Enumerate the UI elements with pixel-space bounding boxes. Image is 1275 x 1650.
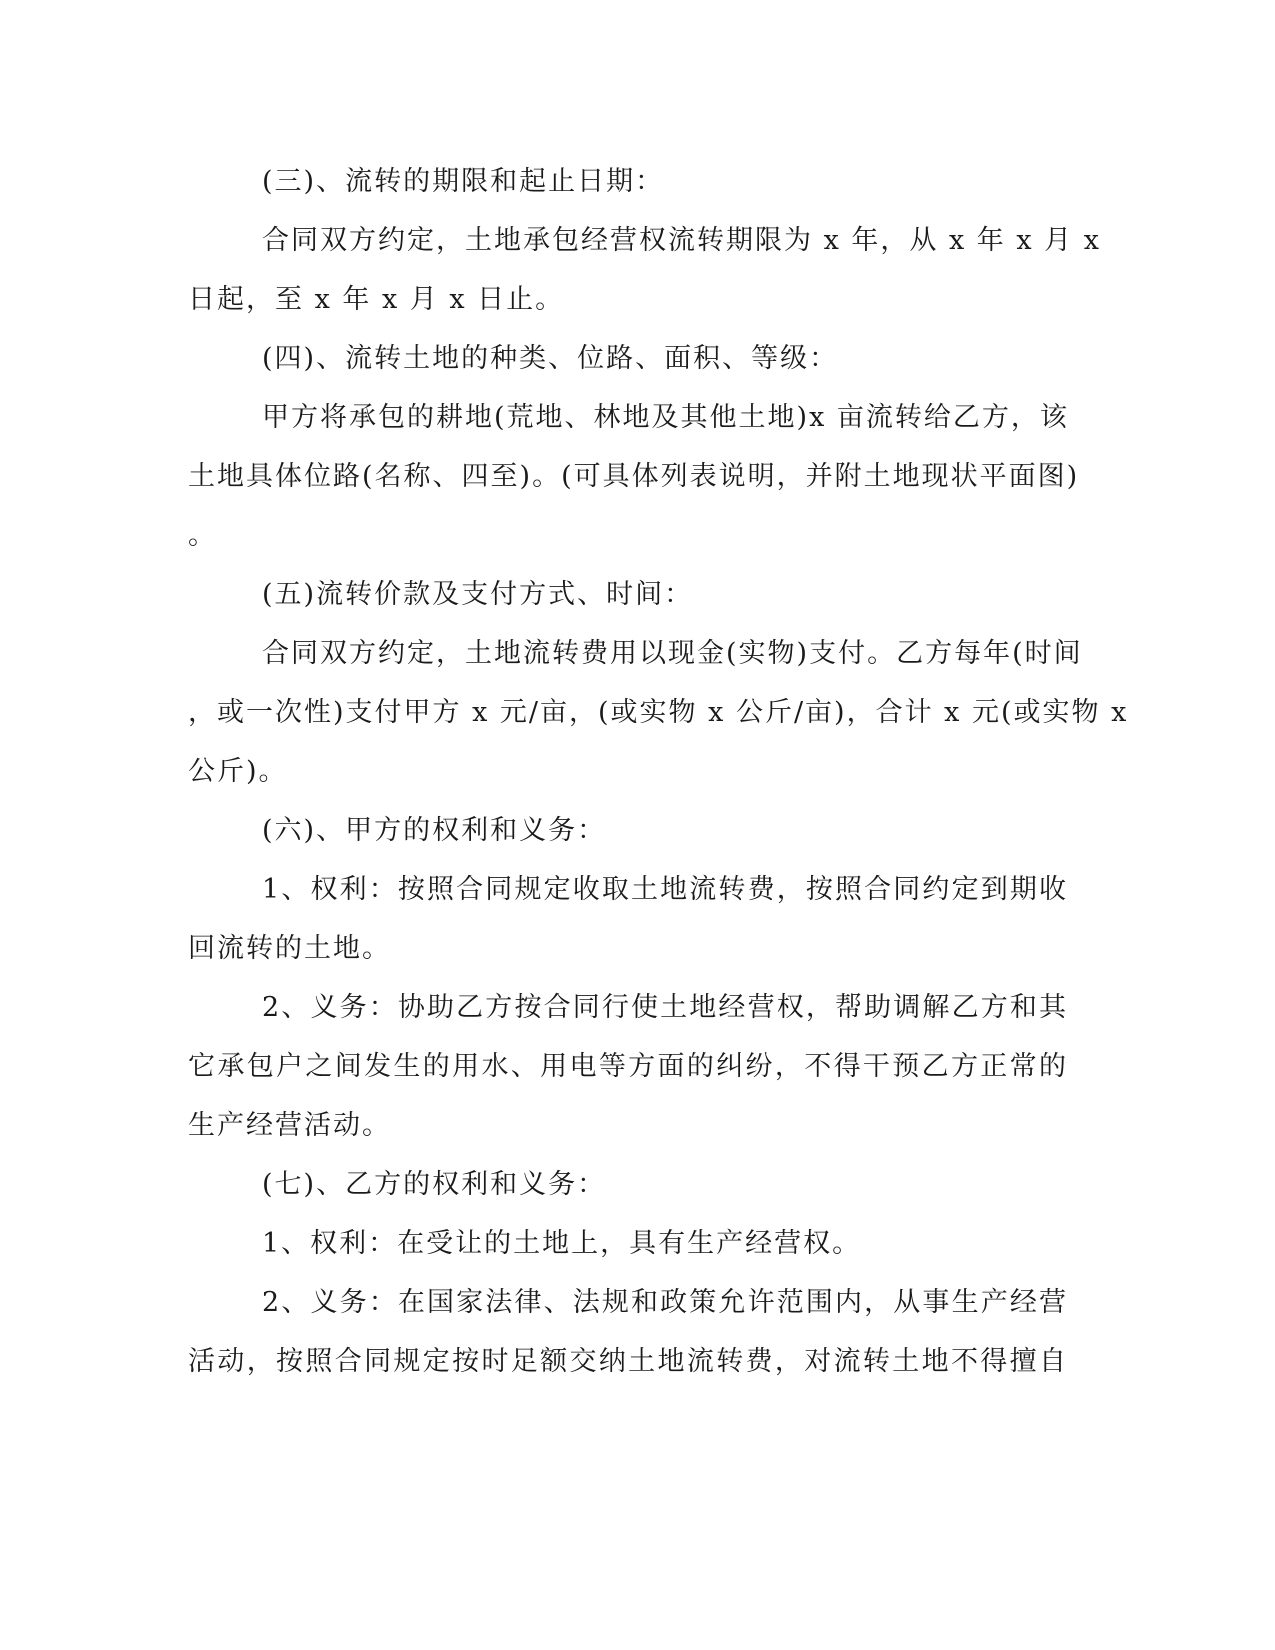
paragraph-line: 活动，按照合同规定按时足额交纳土地流转费，对流转土地不得擅自 — [188, 1346, 1068, 1377]
section-6-heading: (六)、甲方的权利和义务： — [262, 815, 607, 846]
paragraph-line: 生产经营活动。 — [188, 1110, 391, 1141]
paragraph-line: ，或一次性)支付甲方 x 元/亩，(或实物 x 公斤/亩)，合计 x 元(或实物 x — [188, 697, 1129, 728]
paragraph-line: 土地具体位路(名称、四至)。(可具体列表说明，并附土地现状平面图) — [188, 461, 1080, 492]
paragraph-line: 。 — [188, 520, 217, 551]
section-5-heading: (五)流转价款及支付方式、时间： — [262, 579, 694, 610]
paragraph-line: 回流转的土地。 — [188, 933, 391, 964]
paragraph-line: 1、权利：按照合同规定收取土地流转费，按照合同约定到期收 — [262, 874, 1068, 905]
paragraph-line: 日起，至 x 年 x 月 x 日止。 — [188, 284, 565, 315]
paragraph-line: 2、义务：协助乙方按合同行使土地经营权，帮助调解乙方和其 — [262, 992, 1068, 1023]
paragraph-line: 合同双方约定，土地流转费用以现金(实物)支付。乙方每年(时间 — [262, 638, 1083, 669]
section-3-heading: (三)、流转的期限和起止日期： — [262, 166, 665, 197]
paragraph-line: 合同双方约定，土地承包经营权流转期限为 x 年，从 x 年 x 月 x — [262, 225, 1101, 256]
paragraph-line: 公斤)。 — [188, 756, 288, 787]
paragraph-line: 它承包户之间发生的用水、用电等方面的纠纷，不得干预乙方正常的 — [188, 1051, 1068, 1082]
paragraph-line: 1、权利：在受让的土地上，具有生产经营权。 — [262, 1228, 862, 1259]
section-4-heading: (四)、流转土地的种类、位路、面积、等级： — [262, 343, 839, 374]
paragraph-line: 2、义务：在国家法律、法规和政策允许范围内，从事生产经营 — [262, 1287, 1068, 1318]
section-7-heading: (七)、乙方的权利和义务： — [262, 1169, 607, 1200]
paragraph-line: 甲方将承包的耕地(荒地、林地及其他土地)x 亩流转给乙方，该 — [262, 402, 1069, 433]
